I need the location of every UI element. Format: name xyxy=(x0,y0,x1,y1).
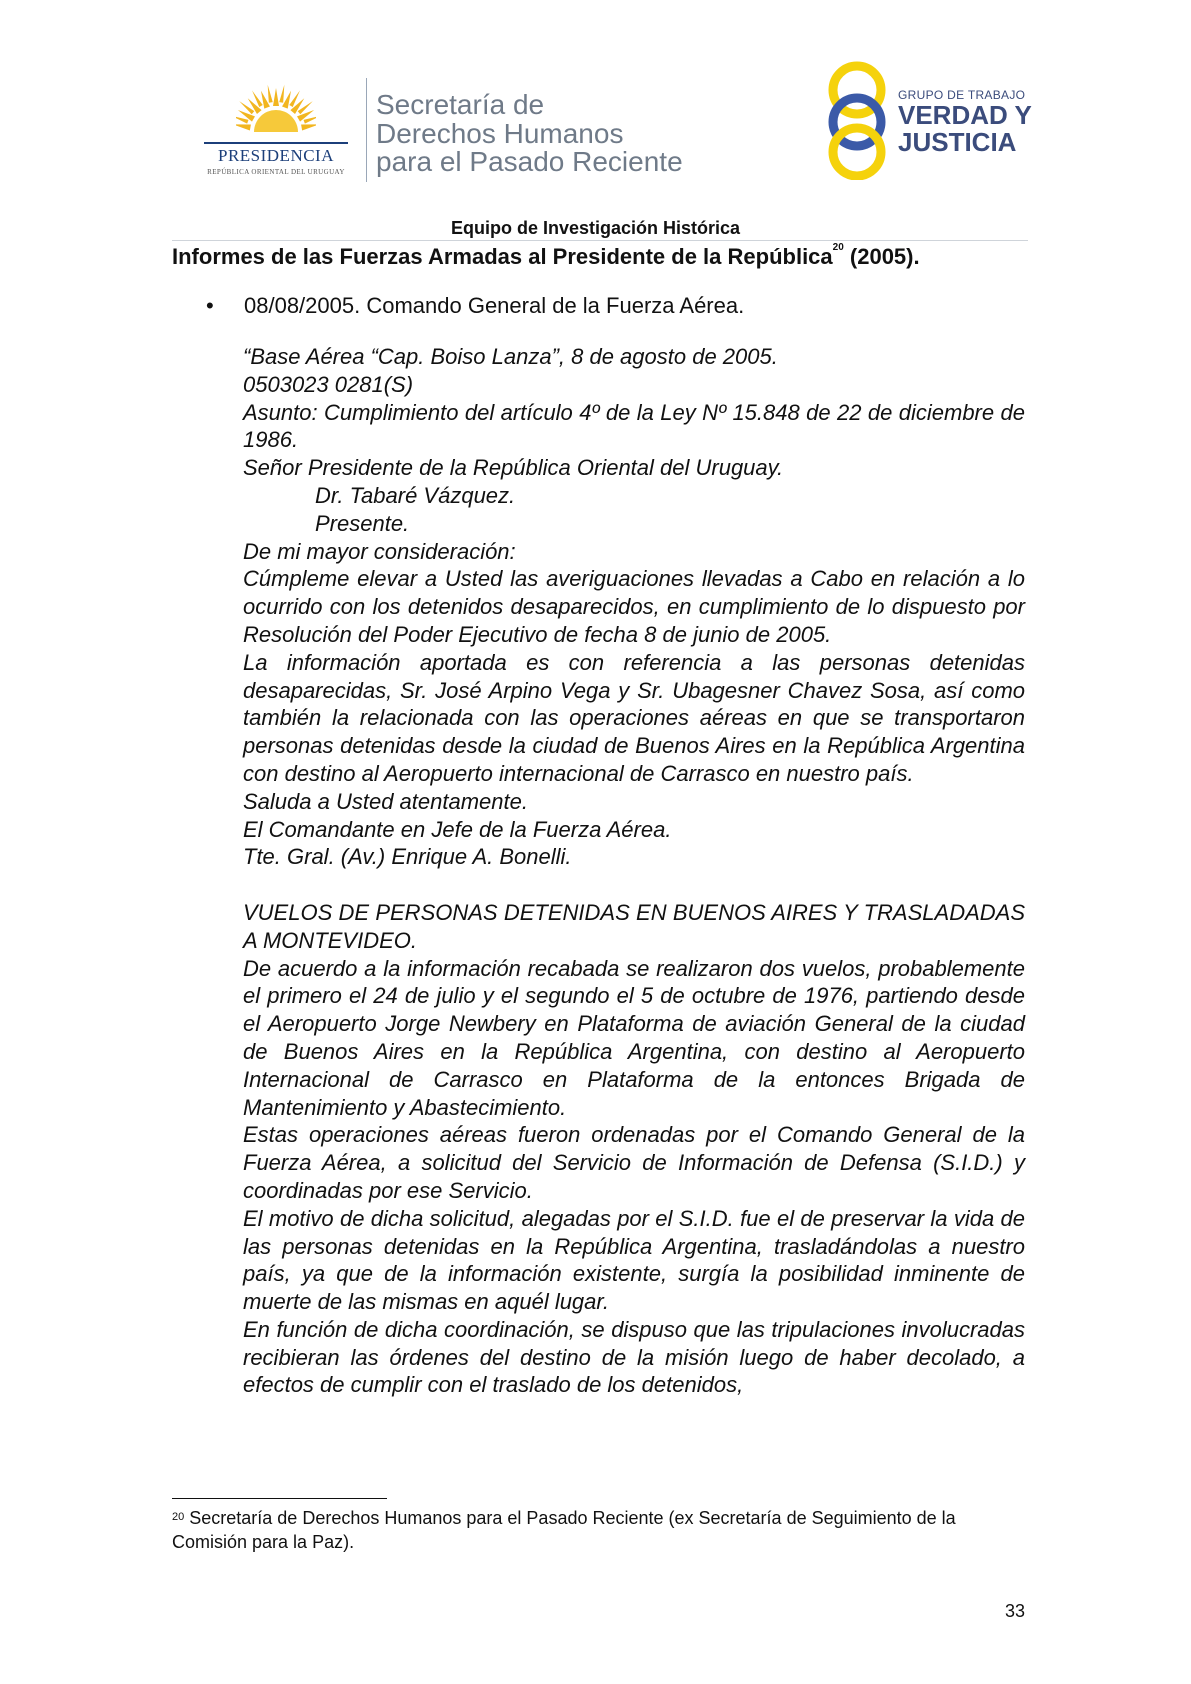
letter-paragraph: De acuerdo a la información recabada se realizaron dos vuelos, probablemente el primero el 24 de julio y el segundo el 5 de octubre de 1976, partiendo desde el Aeropuerto Jorge Newbery en Plataforma de aviación General de la ciudad de Buenos Aires en la República Argentina, con destino al Aeropuerto Internacional de Carrasco en Plataforma de la entonces Brigada de Mantenimiento y Abastecimiento. xyxy=(243,955,1025,1120)
secretaria-line-2: Derechos Humanos xyxy=(376,118,624,149)
presidencia-logo xyxy=(196,80,356,180)
section-title-text: Informes de las Fuerzas Armadas al Presidente de la República xyxy=(172,244,833,269)
verdad-justicia-rings-icon xyxy=(822,60,892,180)
letter-subject: Asunto: Cumplimiento del artículo 4º de la Ley Nº 15.848 de 22 de diciembre de 1986. xyxy=(243,399,1025,453)
footnote xyxy=(172,1506,1034,1554)
header-divider xyxy=(366,78,367,182)
letter-closing: Saluda a Usted atentamente. xyxy=(243,788,528,814)
footnote-separator xyxy=(172,1498,387,1499)
page-header xyxy=(0,0,1191,200)
letter-salutation: De mi mayor consideración: xyxy=(243,538,516,564)
letter-paragraph: El motivo de dicha solicitud, alegadas por el S.I.D. fue el de preservar la vida de las personas detenidas en la República Argentina, trasladándolas a nuestro país, ya que de la información existente, surgía la posibilidad inminente de muerte de las mismas en aquél lugar. xyxy=(243,1205,1025,1315)
letter-paragraph: Estas operaciones aéreas fueron ordenadas por el Comando General de la Fuerza Aérea, a solicitud del Servicio de Información de Defensa (S.I.D.) y coordinadas por ese Servicio. xyxy=(243,1122,1025,1203)
letter-reference: 0503023 0281(S) xyxy=(243,371,414,397)
presidencia-divider xyxy=(204,142,348,144)
letter-place-date: “Base Aérea “Cap. Boiso Lanza”, 8 de agosto de 2005. xyxy=(243,344,778,369)
letter-signatory-role: El Comandante en Jefe de la Fuerza Aérea. xyxy=(243,816,672,842)
letter-paragraph: La información aportada es con referencia a las personas detenidas desaparecidas, Sr. José Arpino Vega y Sr. Ubagesner Chavez Sosa, así como también la relacionada con las operaciones aéreas en que se transportaron personas detenidas desde la ciudad de Buenos Aires en la República Argentina con destino al Aeropuerto internacional de Carrasco en nuestro país. xyxy=(243,649,1025,786)
vyj-group-label: GRUPO DE TRABAJO xyxy=(898,88,1026,102)
page-number: 33 xyxy=(1005,1601,1026,1621)
letter-heading: VUELOS DE PERSONAS DETENIDAS EN BUENOS AIRES Y TRASLADADAS A MONTEVIDEO. xyxy=(243,899,1025,953)
letter-addressee: Señor Presidente de la República Oriental del Uruguay. xyxy=(243,455,784,481)
vyj-title-1: VERDAD Y xyxy=(898,100,1032,130)
secretaria-logo-text xyxy=(376,90,683,176)
quoted-letter xyxy=(243,343,1025,1399)
section-title-year: (2005). xyxy=(843,244,920,269)
letter-presente: Presente. xyxy=(315,510,410,536)
presidencia-name: PRESIDENCIA xyxy=(217,146,334,165)
verdad-justicia-text xyxy=(898,88,1032,156)
letter-addressee-name: Dr. Tabaré Vázquez. xyxy=(315,482,516,508)
secretaria-line-1: Secretaría de xyxy=(376,89,545,120)
running-header: Equipo de Investigación Histórica xyxy=(450,218,741,238)
footnote-ref[interactable]: 20 xyxy=(832,242,844,253)
footnote-text: Secretaría de Derechos Humanos para el Pasado Reciente (ex Secretaría de Seguimiento de la Comisión para la Paz). xyxy=(172,1508,956,1552)
bullet-icon: • xyxy=(206,293,214,318)
section-title xyxy=(172,244,920,270)
sun-icon xyxy=(236,80,316,140)
header-rule xyxy=(172,240,1028,241)
secretaria-line-3: para el Pasado Reciente xyxy=(376,146,683,177)
letter-paragraph: Cúmpleme elevar a Usted las averiguaciones llevadas a Cabo en relación a lo ocurrido con los detenidos desaparecidos, en cumplimiento de lo dispuesto por Resolución del Poder Ejecutivo de fecha 8 de junio de 2005. xyxy=(243,566,1025,647)
bullet-item: 08/08/2005. Comando General de la Fuerza Aérea. xyxy=(244,293,745,318)
presidencia-subtitle: REPÚBLICA ORIENTAL DEL URUGUAY xyxy=(207,168,345,176)
letter-paragraph: En función de dicha coordinación, se dispuso que las tripulaciones involucradas recibieran las órdenes del destino de la misión luego de haber decolado, a efectos de cumplir con el traslado de los detenidos, xyxy=(243,1316,1025,1398)
letter-signatory-name: Tte. Gral. (Av.) Enrique A. Bonelli. xyxy=(243,844,572,870)
vyj-title-2: JUSTICIA xyxy=(898,127,1017,157)
footnote-number: 20 xyxy=(172,1511,185,1523)
